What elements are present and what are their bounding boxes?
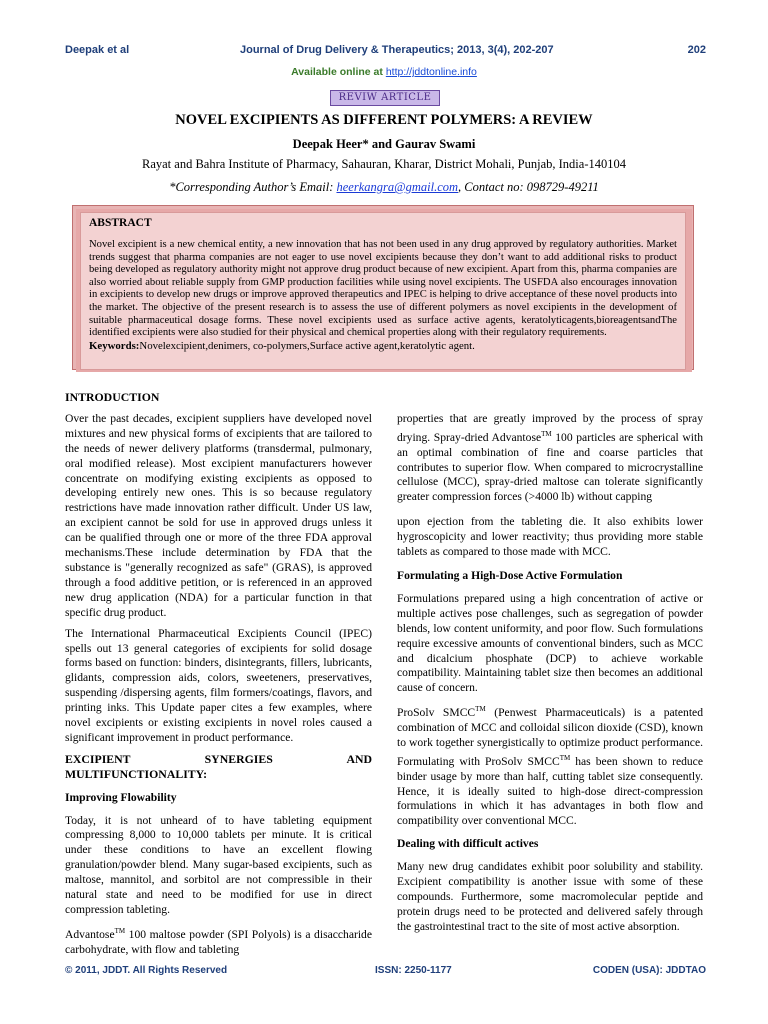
difficult-actives-heading: Dealing with difficult actives [397,837,539,851]
right-paragraph-1-a: properties that are greatly improved by the process of spray drying. Spray-dried Advantose [397,412,703,444]
flowability-paragraph-1: Today, it is not unheard of to have tableting equipment compressing 8,000 to 10,000 tablets per minute. It is critical under these conditions to have an excellent flowing granulation/powder blend. Many sugar-based excipients, such as maltose, mannitol, and sorbitol are not compressible in their natural state and need to be modified for use in direct compression tableting. [65,813,372,916]
footer-coden: CODEN (USA): JDDTAO [592,965,706,976]
synergies-heading [65,752,372,782]
footer-copyright: © 2011, JDDT. All Rights Reserved [65,965,228,976]
right-paragraph-1 [397,412,703,505]
high-dose-heading: Formulating a High-Dose Active Formulation [397,569,623,583]
right-column [397,412,703,941]
right-paragraph-4-c: has been shown to reduce binder usage by more than half, cutting tablet size consequently. Hence, it is ideally suited to high-dose direct-compression formulations in which it has advantages in both flow and compatibility over conventional MCC. [397,754,703,828]
article-type-badge: REVIW ARTICLE [330,90,440,106]
journal-url-link[interactable]: http://jddtonline.info [385,66,477,78]
keywords-line [89,340,677,353]
abstract-text: Novel excipient is a new chemical entity, a new innovation that has not been used in any drug approved by regulatory authorities. Market trends suggest that pharma companies are not eager to use novel excipients because they don’t want to add additional risks to product being developed as regulatory authority might not approve drug product because of new excipient. Apart from this, pharma companies are also worried about reliable supply from GMP production facilities while using novel excipients. The USFDA also encourages innovation in excipients to develop new drugs or improve approved therapeutics and IPEC is helping to drive acceptance of these novel products into the market. The objective of the present research is to assess the use of different polymers as novel excipients in the development of suitable pharmaceutical dosage forms. These novel excipients used as surface active agents, keratolyticagents,bioreagentsandThe identified excipients were also studied for their physical and chemical properties along with their regulatory requirements. [89,239,677,339]
right-paragraph-2: upon ejection from the tableting die. It also exhibits lower hygroscopicity and lower reactivity; thus providing more stable tablets as compared to those made with MCC. [397,515,703,559]
trademark-superscript: TM [475,705,486,714]
corresponding-author [0,180,768,195]
left-column [65,390,372,964]
availability-prefix: Available online at [291,66,386,78]
flowability-paragraph-2 [65,924,372,958]
page-number: 202 [687,44,706,56]
corr-email-link[interactable]: heerkangra@gmail.com [336,180,459,194]
right-paragraph-4 [397,702,703,829]
trademark-superscript: TM [114,926,126,935]
prosolv-name: ProSolv SMCC [397,706,476,720]
abstract-box [80,212,686,370]
abstract-heading: ABSTRACT [89,217,152,229]
introduction-heading: INTRODUCTION [65,390,160,404]
right-paragraph-3: Formulations prepared using a high concentration of active or multiple actives pose challenges, such as segregation of powder blends, low content uniformity, and poor flow. Such formulations require excessive amounts of conventional binders, such as MCC and dicalcium phosphate (DCP) to achieve workable compatibility. Maintaining tablet size then becomes an additional cause of concern. [397,591,703,695]
advantose-name: Advantose [65,927,115,941]
running-head-journal: Journal of Drug Delivery & Therapeutics; 2013, 3(4), 202-207 [240,44,554,56]
right-paragraph-5: Many new drug candidates exhibit poor solubility and stability. Excipient compatibility is another issue with some of these compounds. Furthermore, some macromolecular peptide and protein drugs need to be protected and delivered safely through the gastrointestinal tract to the site of most active absorption. [397,860,703,933]
synergies-heading-line-2: MULTIFUNCTIONALITY: [65,766,208,781]
flowability-heading: Improving Flowability [65,790,177,804]
footer-issn: ISSN: 2250-1177 [375,965,452,976]
right-paragraph-4-b: (Penwest Pharmaceuticals) is a patented combination of MCC and colloidal silicon dioxide (CSD), known to work together synergistically to optimize product performance. Formulating with ProSolv SMCC [397,706,703,768]
keywords-label: Keywords: [89,339,140,352]
introduction-paragraph-1: Over the past decades, excipient suppliers have developed novel mixtures and new physical forms of excipients that are tailored to the needs of newer delivery platforms (transdermal, pulmonary, oral modified release). Most excipient manufacturers however concentrate on modifying existing excipients as opposed to developing entirely new ones. This is so because regulatory restrictions have made innovation rather difficult. Under US law, an excipient cannot be sold for use in approved drugs unless it can be qualified through one or more of the three FDA approval mechanisms.These include determination by FDA that the substance is "generally recognized as safe" (GRAS), is approved through a food additive petition, or is referenced in an approved new drug application (NDA) for a particular function in that specific drug product. [65,411,372,619]
keywords-list: Novelexcipient,denimers, co-polymers,Surface active agent,keratolytic agent. [139,339,475,352]
trademark-superscript: TM [541,429,552,438]
introduction-paragraph-2: The International Pharmaceutical Excipients Council (IPEC) spells out 13 general categories of excipients for solid dosage forms based on function: binders, disintegrants, fillers, lubricants, glidants, compression aids, colors, sweeteners, preservatives, suspending /dispersing agents, film formers/coatings, flavors, and printing inks. This Update paper cites a few examples, where novel excipients or existing excipients in novel roles caused a significant improvement in product performance. [65,626,372,744]
running-head-author: Deepak et al [65,44,130,56]
article-title: NOVEL EXCIPIENTS AS DIFFERENT POLYMERS: A REVIEW [175,112,593,128]
article-authors: Deepak Heer* and Gaurav Swami [292,137,476,151]
availability-line [0,66,768,78]
advantose-text: 100 maltose powder (SPI Polyols) is a disaccharide carbohydrate, with flow and tableting [65,927,372,956]
author-affiliation: Rayat and Bahra Institute of Pharmacy, Sahauran, Kharar, District Mohali, Punjab, India-140104 [142,157,626,171]
corr-contact: , Contact no: 098729-49211 [458,180,599,194]
synergies-heading-line-1: EXCIPIENT SYNERGIES AND [65,751,372,766]
corr-prefix: *Corresponding Author’s Email: [169,180,337,194]
right-paragraph-1-b: 100 particles are spherical with an optimal combination of fine and coarse particles that contributes to superior flow. When compared to microcrystalline cellulose (MCC), spray-dried maltose can tolerate significantly greater compression forces (>4000 lb) without capping [397,430,704,504]
trademark-superscript: TM [559,753,571,762]
